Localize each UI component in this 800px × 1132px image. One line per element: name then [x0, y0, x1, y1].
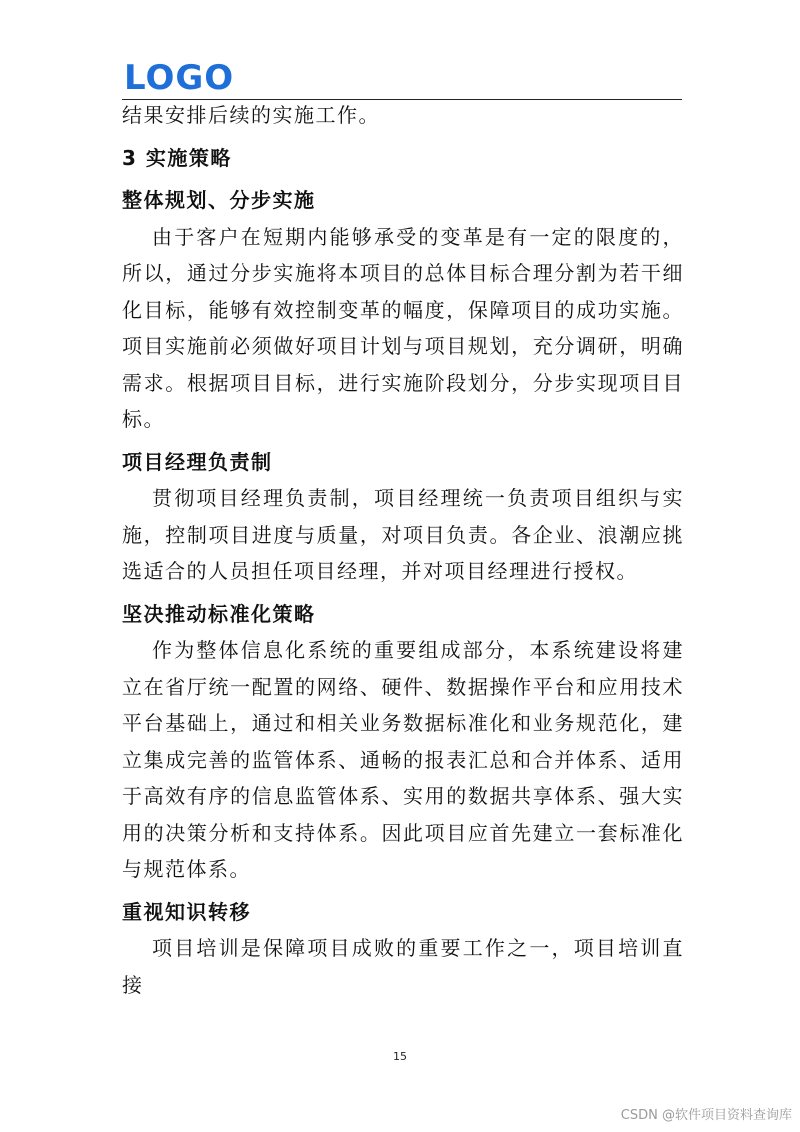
subsection-heading-standard: 坚决推动标准化策略: [122, 601, 316, 626]
section-heading: 3 实施策略: [122, 145, 232, 170]
watermark: CSDN @软件项目资料查询库: [620, 1108, 792, 1123]
subsection-heading-manager: 项目经理负责制: [122, 449, 273, 474]
document-body: [122, 97, 684, 1003]
logo: LOGO: [124, 58, 235, 98]
paragraph-plan: 由于客户在短期内能够承受的变革是有一定的限度的，所以，通过分步实施将本项目的总体目标合理分割为若干细化目标，能够有效控制变革的幅度，保障项目的成功实施。项目实施前必须做好项目计划与项目规划，充分调研，明确需求。根据项目目标，进行实施阶段划分，分步实现项目目标。: [122, 224, 684, 431]
subsection-heading-plan: 整体规划、分步实施: [122, 188, 316, 212]
page-number: 15: [393, 1050, 407, 1063]
paragraph-manager: 贯彻项目经理负责制，项目经理统一负责项目组织与实施，控制项目进度与质量，对项目负责。各企业、浪潮应挑选适合的人员担任项目经理，并对项目经理进行授权。: [122, 486, 684, 583]
subsection-heading-knowledge: 重视知识转移: [122, 899, 251, 924]
paragraph-standard: 作为整体信息化系统的重要组成部分，本系统建设将建立在省厅统一配置的网络、硬件、数据操作平台和应用技术平台基础上，通过和相关业务数据标准化和业务规范化，建立集成完善的监管体系、通畅的报表汇总和合并体系、适用于高效有序的信息监管体系、实用的数据共享体系、强大实用的决策分析和支持体系。因此项目应首先建立一套标准化与规范体系。: [122, 638, 684, 881]
paragraph-knowledge: 项目培训是保障项目成败的重要工作之一，项目培训直接: [122, 936, 684, 997]
continued-paragraph: 结果安排后续的实施工作。: [122, 103, 380, 127]
